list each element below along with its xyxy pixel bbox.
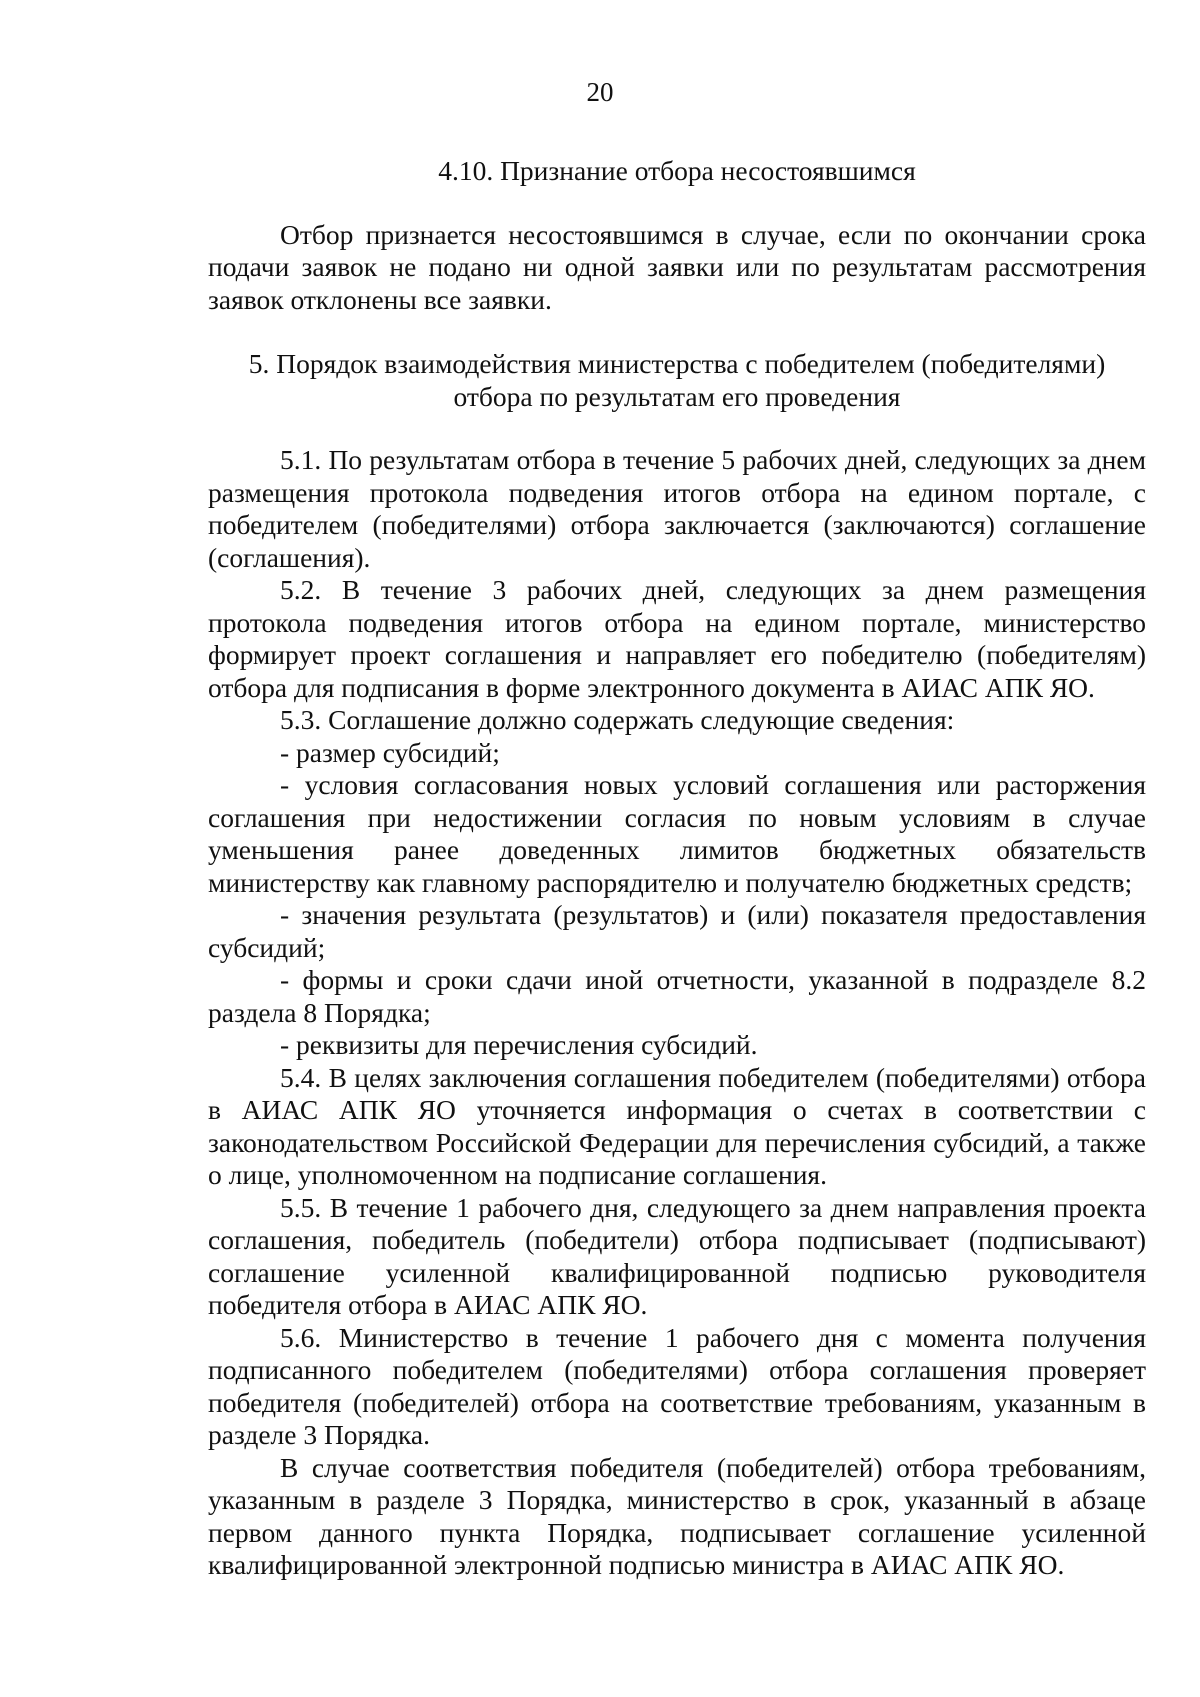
list-item-reporting-forms: - формы и сроки сдачи иной отчетности, указанной в подразделе 8.2 раздела 8 Порядка; bbox=[208, 964, 1146, 1028]
list-item-payment-details: - реквизиты для перечисления субсидий. bbox=[280, 1029, 758, 1060]
section-4-10-paragraph: Отбор признается несостоявшимся в случае, если по окончании срока подачи заявок не подано ни одной заявки или по результатам рассмотрения заявок отклонены все заявки. bbox=[208, 218, 1146, 315]
list-item-subsidy-amount: - размер субсидий; bbox=[280, 736, 500, 768]
paragraph-5-6-conformity: В случае соответствия победителя (победителей) отбора требованиям, указанным в разделе 3 Порядка, министерство в срок, указанный в абзаце первом данного пункта Порядка, подписывает соглашение усиленной квалифицированной электронной подписью министра в АИАС АПК ЯО. bbox=[208, 1451, 1146, 1580]
paragraph-5-4: 5.4. В целях заключения соглашения победителем (победителями) отбора в АИАС АПК ЯО уточняется информация о счетах в соответствии с законодательством Российской Федерации для перечисления субсидий, а также о лице, уполномоченном на подписание соглашения. bbox=[208, 1061, 1146, 1190]
list-item-approval-conditions: - условия согласования новых условий соглашения или расторжения соглашения при недостижении согласия по новым условиям в случае уменьшения ранее доведенных лимитов бюджетных обязательств министерству как главному распорядителю и получателю бюджетных средств; bbox=[208, 769, 1146, 898]
list-item-result-values: - значения результата (результатов) и (или) показателя предоставления субсидий; bbox=[208, 899, 1146, 963]
page-number: 20 bbox=[586, 77, 614, 107]
section-4-10-heading: 4.10. Признание отбора несостоявшимся bbox=[438, 155, 916, 186]
paragraph-5-1: 5.1. По результатам отбора в течение 5 рабочих дней, следующих за днем размещения протокола подведения итогов отбора на едином портале, с победителем (победителями) отбора заключается (заключаются) соглашение (соглашения). bbox=[208, 444, 1146, 573]
paragraph-5-5: 5.5. В течение 1 рабочего дня, следующего за днем направления проекта соглашения, победитель (победители) отбора подписывает (подписывают) соглашение усиленной квалифицированной подписью руководителя победителя отбора в АИАС АПК ЯО. bbox=[208, 1191, 1146, 1320]
section-5-heading-line-2: отбора по результатам его проведения bbox=[453, 380, 901, 412]
section-5-heading-line-1: 5. Порядок взаимодействия министерства с победителем (победителями) bbox=[248, 348, 1106, 379]
document-body bbox=[208, 155, 1146, 1582]
paragraph-5-3: 5.3. Соглашение должно содержать следующие сведения: bbox=[280, 704, 955, 735]
paragraph-5-2: 5.2. В течение 3 рабочих дней, следующих за днем размещения протокола подведения итогов отбора на едином портале, министерство формирует проект соглашения и направляет его победителю (победителям) отбора для подписания в форме электронного документа в АИАС АПК ЯО. bbox=[208, 574, 1146, 703]
paragraph-5-6: 5.6. Министерство в течение 1 рабочего дня с момента получения подписанного победителем (победителями) отбора соглашения проверяет победителя (победителей) отбора на соответствие требованиям, указанным в разделе 3 Порядка. bbox=[208, 1321, 1146, 1450]
